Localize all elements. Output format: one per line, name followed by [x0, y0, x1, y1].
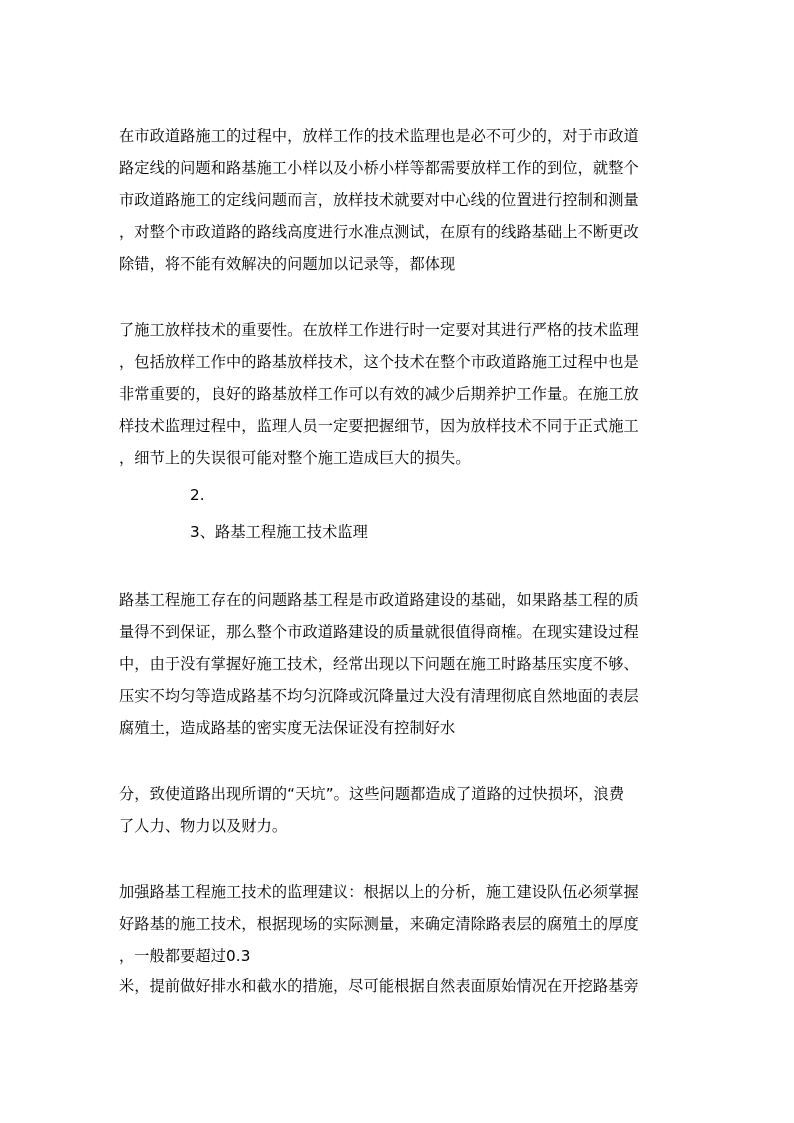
section-heading-3: 3、路基工程施工技术监理	[190, 523, 368, 541]
paragraph-3-line-5: 腐殖土，造成路基的密实度无法保证没有控制好水	[119, 719, 456, 737]
paragraph-2-line-5: ，细节上的失误很可能对整个施工造成巨大的损失。	[119, 449, 471, 467]
paragraph-1-line-5: 除错，将不能有效解决的问题加以记录等，都体现	[119, 255, 456, 273]
paragraph-2-line-1: 了施工放样技术的重要性。在放样工作进行时一定要对其进行严格的技术监理	[119, 321, 639, 339]
paragraph-4-line-1: 分，致使道路出现所谓的“天坑”。这些问题都造成了道路的过快损坏，浪费	[119, 785, 625, 803]
paragraph-3-line-4: 压实不均匀等造成路基不均匀沉降或沉降量过大没有清理彻底自然地面的表层	[119, 687, 639, 705]
paragraph-1-line-1: 在市政道路施工的过程中，放样工作的技术监理也是必不可少的，对于市政道	[119, 127, 639, 145]
paragraph-5-line-3: ，一般都要超过0.3	[119, 947, 251, 965]
paragraph-5-line-2: 好路基的施工技术，根据现场的实际测量，来确定清除路表层的腐殖土的厚度	[119, 915, 639, 933]
paragraph-3-line-1: 路基工程施工存在的问题路基工程是市政道路建设的基础，如果路基工程的质	[119, 591, 639, 609]
paragraph-3-line-3: 中，由于没有掌握好施工技术，经常出现以下问题在施工时路基压实度不够、	[119, 655, 639, 673]
paragraph-1-line-3: 市政道路施工的定线问题而言，放样技术就要对中心线的位置进行控制和测量	[119, 191, 639, 209]
paragraph-4-line-2: 了人力、物力以及财力。	[119, 817, 288, 835]
paragraph-5-line-4: 米，提前做好排水和截水的措施，尽可能根据自然表面原始情况在开挖路基旁	[119, 977, 639, 995]
paragraph-2-line-4: 样技术监理过程中，监理人员一定要把握细节，因为放样技术不同于正式施工	[119, 417, 639, 435]
list-item-2: 2.	[190, 486, 205, 504]
paragraph-2-line-2: ，包括放样工作中的路基放样技术，这个技术在整个市政道路施工过程中也是	[119, 353, 639, 371]
paragraph-3-line-2: 量得不到保证，那么整个市政道路建设的质量就很值得商榷。在现实建设过程	[119, 623, 639, 641]
paragraph-2-line-3: 非常重要的，良好的路基放样工作可以有效的减少后期养护工作量。在施工放	[119, 385, 639, 403]
paragraph-1-line-4: ，对整个市政道路的路线高度进行水准点测试，在原有的线路基础上不断更改	[119, 223, 639, 241]
paragraph-1-line-2: 路定线的问题和路基施工小样以及小桥小样等都需要放样工作的到位，就整个	[119, 159, 639, 177]
paragraph-5-line-1: 加强路基工程施工技术的监理建议：根据以上的分析，施工建设队伍必须掌握	[119, 883, 639, 901]
